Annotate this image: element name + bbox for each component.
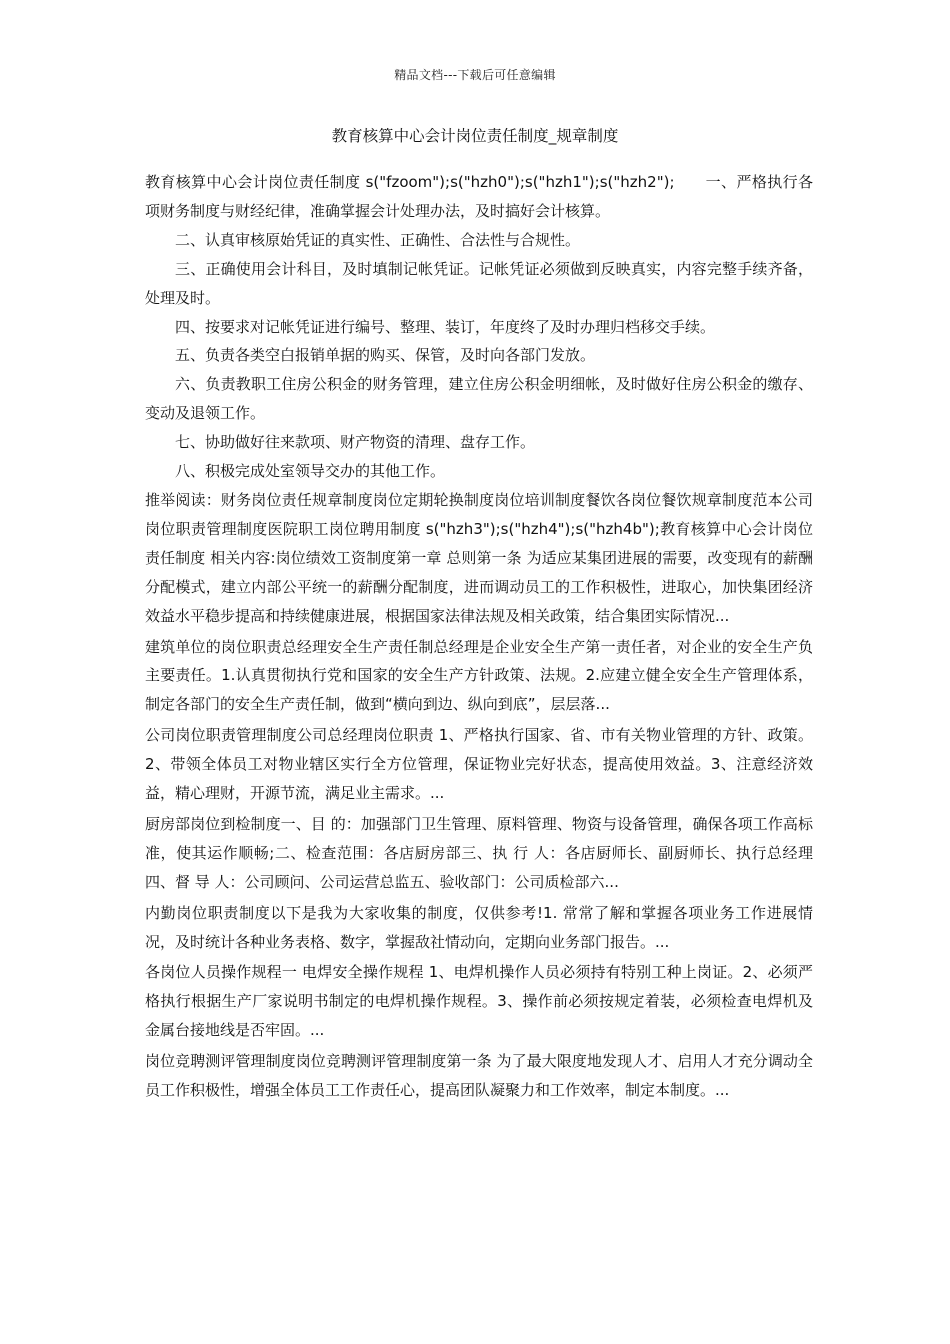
recommended-reading: 推举阅读：财务岗位责任规章制度岗位定期轮换制度岗位培训制度餐饮各岗位餐饮规章制度范本公司岗位职责管理制度医院职工岗位聘用制度 s("hzh3");s("hzh4");s("hzh4b");教育核算中心会计岗位责任制度 相关内容:岗位绩效工资制度第一章 总则第一条 为适应某集团进展的需要，改变现有的薪酬分配模式，建立内部公平统一的薪酬分配制度，进而调动员工的工作积极性，进取心，加快集团经济效益水平稳步提高和持续健康进展，根据国家法律法规及相关政策，结合集团实际情况...: [145, 490, 813, 625]
clause-7: 七、协助做好往来款项、财产物资的清理、盘存工作。: [175, 433, 536, 452]
clause-2: 二、认真审核原始凭证的真实性、正确性、合法性与合规性。: [175, 230, 581, 249]
intro-paragraph: 教育核算中心会计岗位责任制度 s("fzoom");s("hzh0");s("hzh1");s("hzh2"); 一、严格执行各项财务制度与财经纪律，准确掌握会计处理办法，及时搞好会计核算。: [145, 173, 813, 220]
clause-8: 八、积极完成处室领导交办的其他工作。: [175, 462, 446, 481]
related-article-operations: 各岗位人员操作规程一 电焊安全操作规程 1、电焊机操作人员必须持有特别工种上岗证。2、必须严格执行根据生产厂家说明书制定的电焊机操作规程。3、操作前必须按规定着装，必须检查电焊机及金属台接地线是否牢固。...: [145, 963, 813, 1040]
clause-5: 五、负责各类空白报销单据的购买、保管，及时向各部门发放。: [175, 346, 596, 365]
document-body: [145, 168, 813, 1105]
clause-3: 三、正确使用会计科目，及时填制记帐凭证。记帐凭证必须做到反映真实，内容完整手续齐备，处理及时。: [145, 259, 813, 307]
related-article-construction: 建筑单位的岗位职责总经理安全生产责任制总经理是企业安全生产第一责任者，对企业的安全生产负主要责任。1.认真贯彻执行党和国家的安全生产方针政策、法规。2.应建立健全安全生产管理体系，制定各部门的安全生产责任制，做到“横向到边、纵向到底”，层层落...: [145, 637, 813, 714]
related-article-company: 公司岗位职责管理制度公司总经理岗位职责 1、严格执行国家、省、市有关物业管理的方针、政策。2、带领全体员工对物业辖区实行全方位管理，保证物业完好状态，提高使用效益。3、注意经济效益，精心理财，开源节流，满足业主需求。...: [145, 726, 813, 803]
related-article-office: 内勤岗位职责制度以下是我为大家收集的制度，仅供参考!1. 常常了解和掌握各项业务工作进展情况，及时统计各种业务表格、数字，掌握敌社情动向，定期向业务部门报告。...: [145, 903, 813, 951]
related-article-kitchen: 厨房部岗位到检制度一、目 的：加强部门卫生管理、原料管理、物资与设备管理，确保各项工作高标准，使其运作顺畅;二、检查范围：各店厨房部三、执 行 人：各店厨师长、副厨师长、执行总经理四、督 导 人：公司顾问、公司运营总监五、验收部门：公司质检部六...: [145, 814, 813, 891]
clause-6: 六、负责教职工住房公积金的财务管理，建立住房公积金明细帐，及时做好住房公积金的缴存、变动及退领工作。: [145, 375, 813, 423]
clause-4: 四、按要求对记帐凭证进行编号、整理、装订，年度终了及时办理归档移交手续。: [175, 317, 716, 336]
page-header: 精品文档---下载后可任意编辑: [394, 68, 556, 82]
document-title: 教育核算中心会计岗位责任制度_规章制度: [331, 127, 619, 145]
related-article-evaluation: 岗位竞聘测评管理制度岗位竞聘测评管理制度第一条 为了最大限度地发现人才、启用人才充分调动全员工作积极性，增强全体员工工作责任心，提高团队凝聚力和工作效率，制定本制度。...: [145, 1052, 813, 1100]
